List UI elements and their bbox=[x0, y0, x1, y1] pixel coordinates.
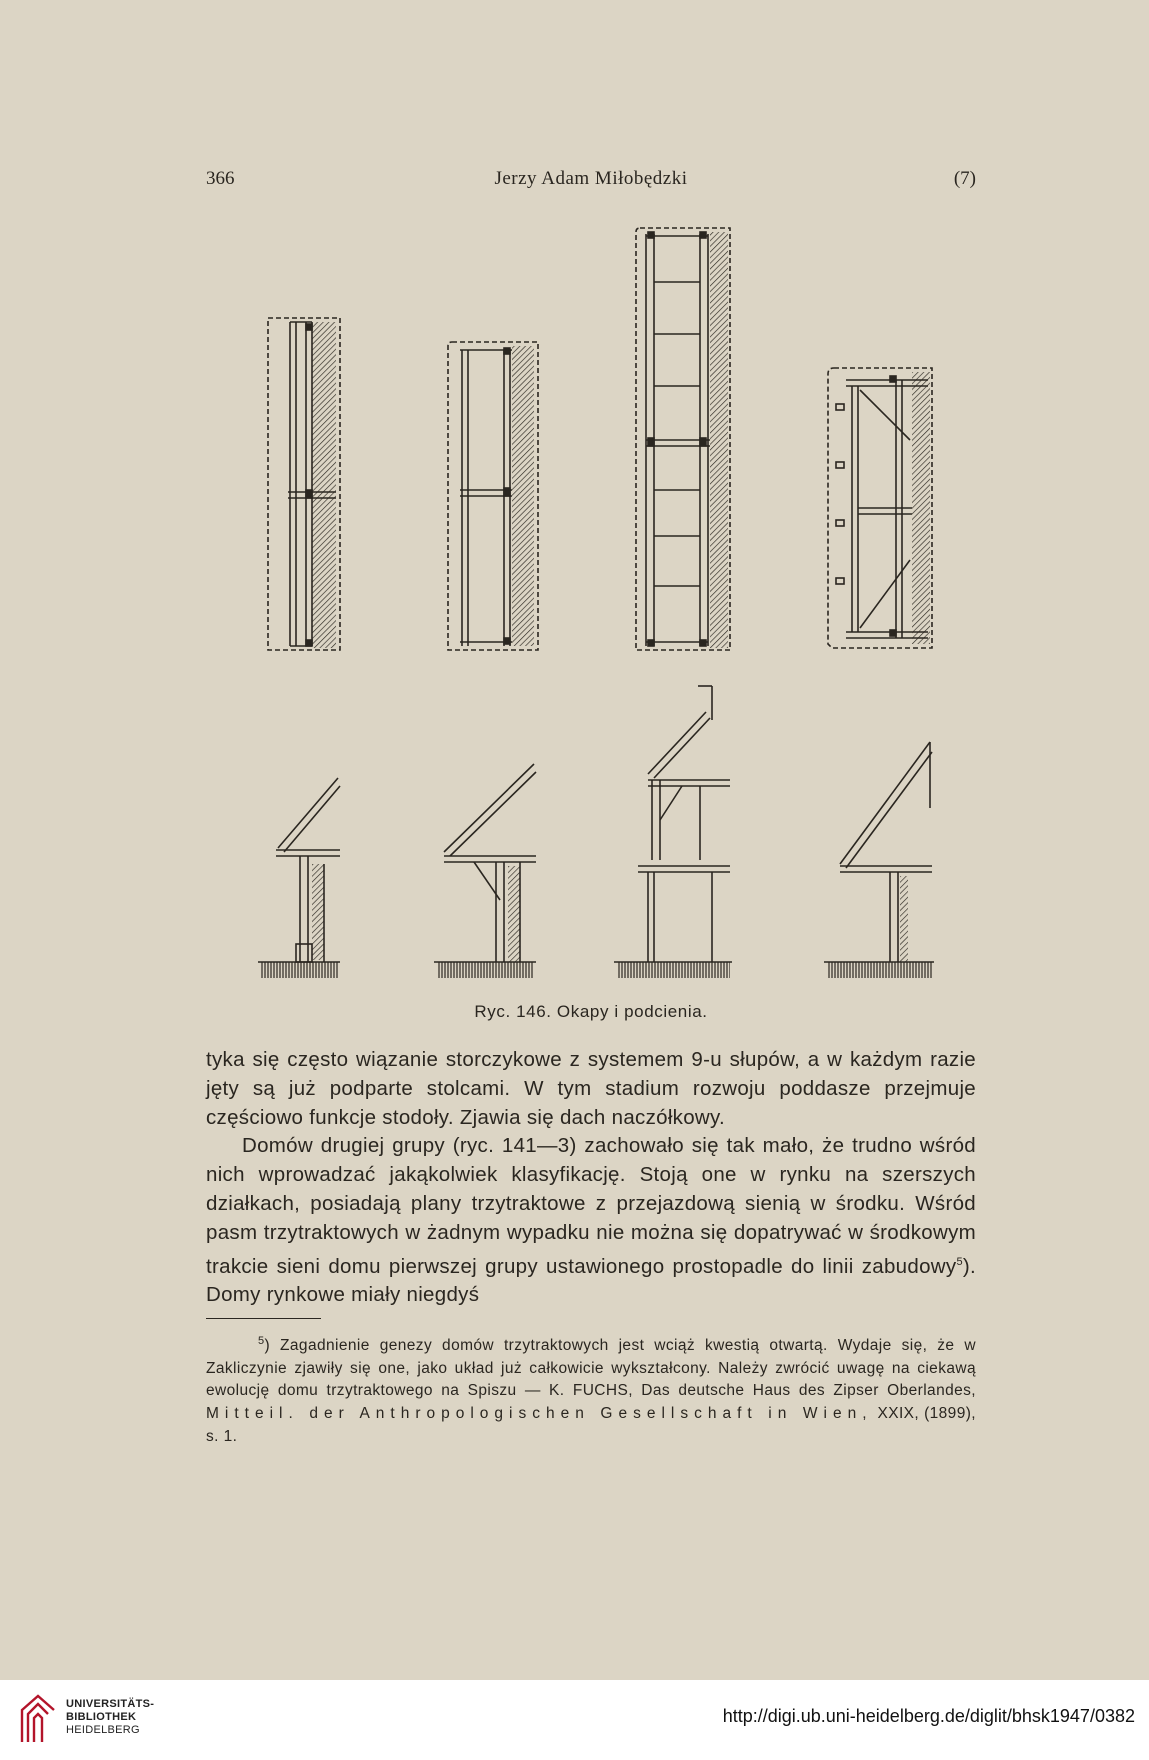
section-drawing-4 bbox=[824, 742, 934, 978]
logo-line-1: UNIVERSITÄTS- bbox=[66, 1698, 155, 1710]
logo-line-2: BIBLIOTHEK bbox=[66, 1711, 137, 1723]
logo-line-3: HEIDELBERG bbox=[66, 1724, 140, 1736]
footnote bbox=[206, 1330, 976, 1448]
plan-drawing-1 bbox=[268, 318, 340, 650]
body-text bbox=[206, 1046, 976, 1310]
paragraph-2-text: Domów drugiej grupy (ryc. 141—3) zachowało się tak mało, że trudno wśród nich wprowadzać jakąkolwiek klasyfikację. Stoją one w rynku na szerszych działkach, posiadają plany trzytraktowe z przejazdową sienią w środku. Wśród pasm trzytraktowych w żadnym wypadku nie można się dopatrywać w środkowym trakcie sieni domu pierwszej grupy ustawionego prostopadle do linii zabudowy bbox=[206, 1134, 976, 1278]
library-logo-text bbox=[66, 1698, 154, 1737]
footnote-marker: 5 bbox=[258, 1335, 265, 1347]
section-drawing-2 bbox=[434, 764, 536, 978]
footnote-rule bbox=[206, 1318, 321, 1319]
plan-drawing-3 bbox=[636, 228, 730, 650]
paragraph-1: tyka się często wiązanie storczykowe z systemem 9-u słupów, a w każdym razie jęty są już podparte stolcami. W tym stadium rozwoju poddasze przejmuje częściowo funkcje stodoły. Zjawia się dach naczółkowy. bbox=[206, 1048, 976, 1129]
section-number: (7) bbox=[953, 168, 976, 189]
footnote-text-b: XXIX, (1899), s. 1. bbox=[206, 1404, 976, 1445]
plan-drawing-4 bbox=[828, 368, 932, 648]
paragraph-2 bbox=[206, 1132, 976, 1310]
source-url[interactable]: http://digi.ub.uni-heidelberg.de/diglit/bhsk1947/0382 bbox=[722, 1706, 1135, 1726]
section-drawing-3 bbox=[614, 686, 732, 978]
footer-bar bbox=[0, 1680, 1149, 1760]
running-title: Jerzy Adam Miłobędzki bbox=[494, 168, 688, 189]
section-drawing-1 bbox=[258, 778, 340, 978]
paragraph-2-tail: ). Domy rynkowe miały niegdyś bbox=[206, 1254, 976, 1307]
footnote-text-a: ) Zagadnienie genezy domów trzytraktowych jest wciąż kwestią otwartą. Wydaje się, że w Zakliczynie zjawiły się one, jako układ już całkowicie wykształcony. Należy zwrócić uwagę na ciekawą ewolucję domu trzytraktowego na Spiszu — K. FUCHS, Das deutsche Haus des Zipser Oberlandes, bbox=[206, 1337, 976, 1400]
page-number: 366 bbox=[206, 168, 235, 189]
plan-drawing-2 bbox=[448, 342, 538, 650]
footnote-journal: Mitteil. der Anthropologischen Gesellschaft in Wien, bbox=[206, 1404, 873, 1422]
footnote-ref: 5 bbox=[956, 1255, 963, 1268]
library-logo-icon bbox=[16, 1690, 60, 1748]
figure-caption: Ryc. 146. Okapy i podcienia. bbox=[474, 1002, 708, 1021]
